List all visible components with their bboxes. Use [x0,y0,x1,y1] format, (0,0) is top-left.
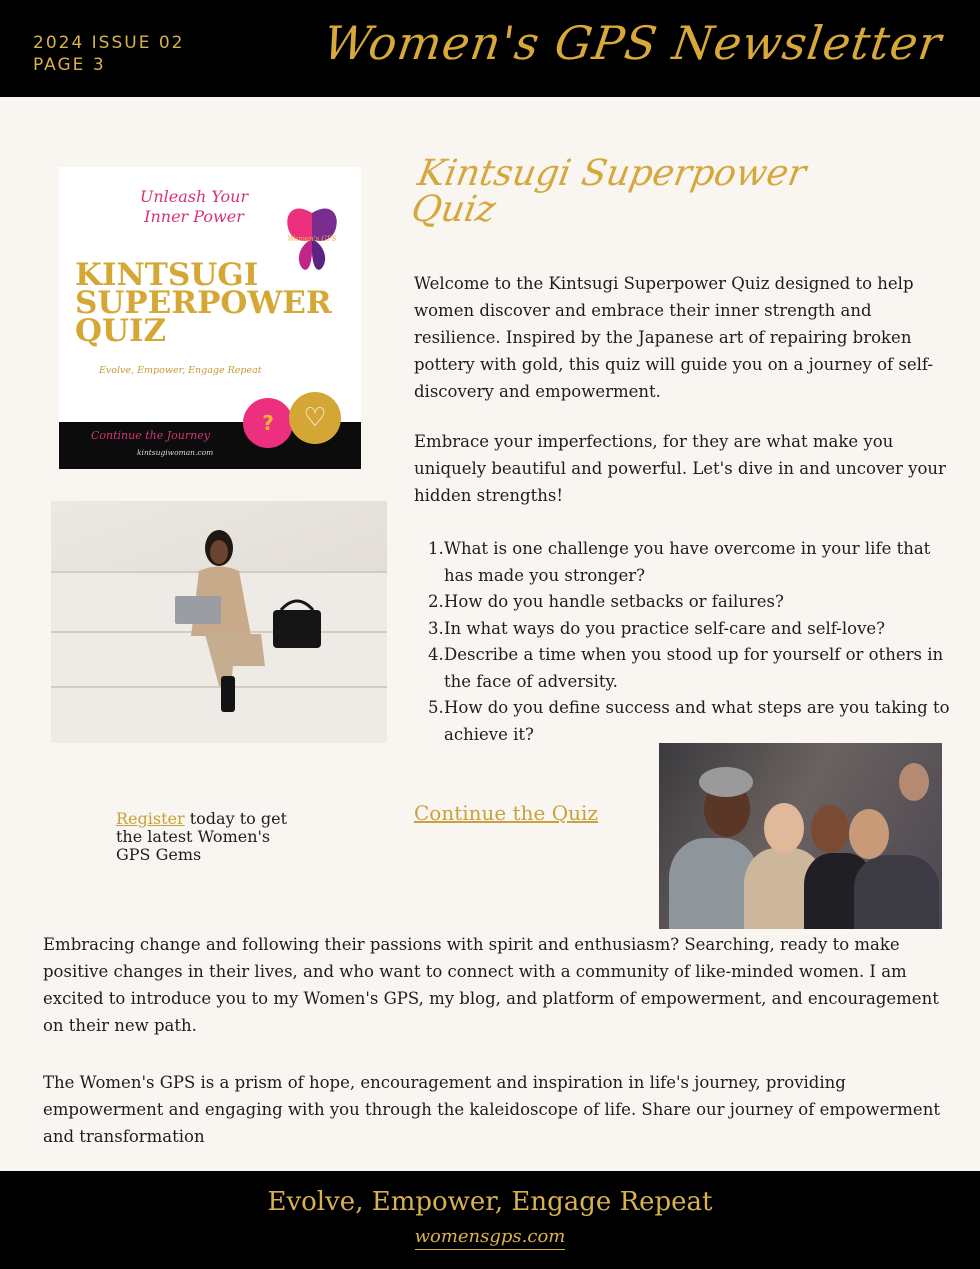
article-encouragement: Embrace your imperfections, for they are what make you uniquely beautiful and powerful. Let's dive in and uncover your hidden strengths! [414,432,946,505]
register-text: today to get the latest Women's GPS Gems [116,809,287,864]
quiz-question: 4. Describe a time when you stood up for yourself or others in the face of adversity. [428,645,944,691]
promo-tagline: Unleash Your Inner Power [139,187,249,226]
promo-title [75,257,332,349]
register-link[interactable]: Register [116,809,185,828]
quiz-question-list [428,536,953,748]
mission-paragraph: The Women's GPS is a prism of hope, encouragement and inspiration in life's journey, providing empowerment and engaging with you through the kaleidoscope of life. Share our journey of empowerment and transformation [43,1073,940,1146]
register-callout [116,810,306,864]
quiz-question: 1. What is one challenge you have overcome in your life that has made you stronger? [428,539,931,585]
article-title: Kintsugi Superpower Quiz [408,153,810,230]
issue-number: 2024 ISSUE 02 [33,33,185,53]
woman-laptop-photo [51,501,387,743]
logo-text: Women's GPS [287,235,337,243]
page-number: PAGE 3 [33,55,106,75]
women-group-photo [659,743,942,929]
issue-info [33,32,184,76]
promo-continue: Continue the Journey [91,429,210,442]
quiz-question: 3. In what ways do you practice self-care and self-love? [428,618,885,638]
community-paragraph: Embracing change and following their passions with spirit and enthusiasm? Searching, ready to make positive changes in their lives, and who want to connect with a community of like-minded women. I am excited to introduce you to my Women's GPS, my blog, and platform of empowerment, and encouragement on their new path. [43,935,939,1035]
quiz-question: 2. How do you handle setbacks or failures? [428,592,784,611]
promo-site: kintsugiwoman.com [137,448,214,457]
newsletter-footer [0,1171,980,1269]
question-bubble-icon: ? [243,398,293,448]
continue-quiz-link[interactable]: Continue the Quiz [414,801,598,825]
quiz-question: 5. How do you define success and what steps are you taking to achieve it? [428,698,950,744]
promo-title-line: KINTSUGI [75,257,259,293]
footer-site-text[interactable]: womensgps.com [415,1226,566,1250]
newsletter-title: Women's GPS Newsletter [320,16,946,70]
promo-motto: Evolve, Empower, Engage Repeat [99,365,262,376]
footer-slogan: Evolve, Empower, Engage Repeat [267,1187,713,1217]
article-intro: Welcome to the Kintsugi Superpower Quiz designed to help women discover and embrace their inner strength and resilience. Inspired by the Japanese art of repairing broken pottery with gold, this quiz will guide you on a journey of self-discovery and empowerment. [414,274,934,401]
footer-site-link[interactable] [0,1226,980,1247]
promo-title-line: SUPERPOWER [75,285,332,321]
promo-title-line: QUIZ [75,313,167,349]
person-figure-icon [161,526,341,716]
heart-bubble-icon: ♡ [289,392,341,444]
newsletter-header [0,0,980,97]
quiz-promo-graphic[interactable] [59,167,361,469]
